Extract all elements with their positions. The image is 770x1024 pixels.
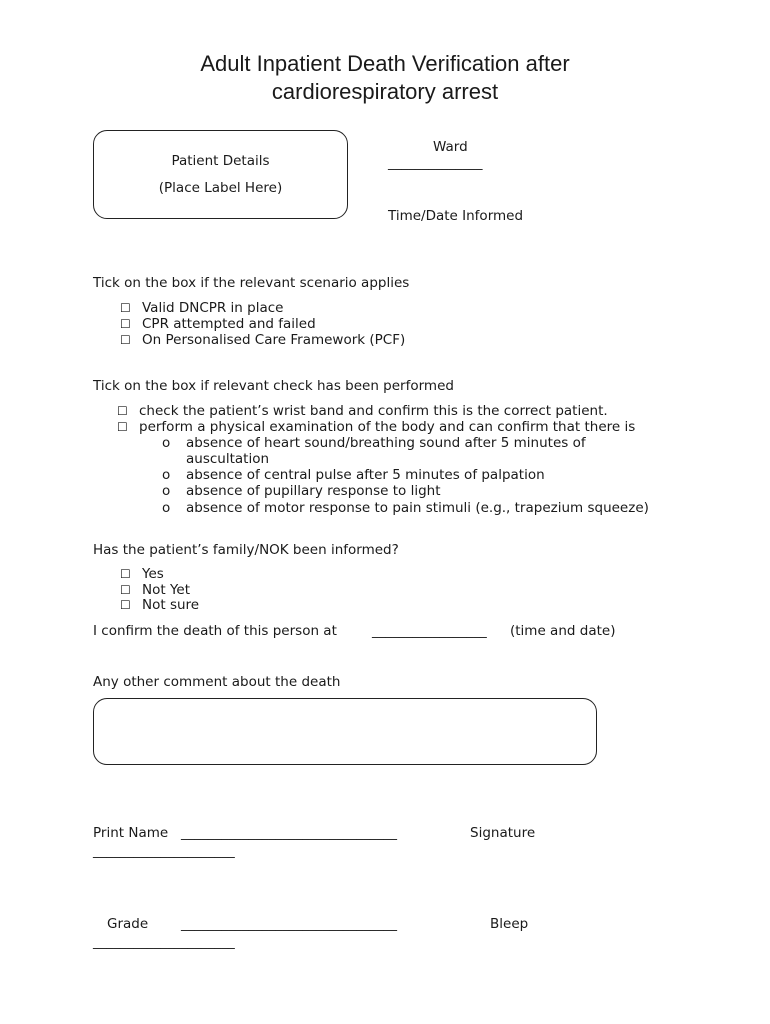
check-item-examination[interactable] xyxy=(117,419,635,435)
checkbox-icon[interactable]: ☐ xyxy=(120,567,131,581)
checkbox-icon[interactable]: ☐ xyxy=(117,420,128,434)
family-option-yes[interactable] xyxy=(120,566,164,582)
sub-item-motor-response xyxy=(162,500,649,516)
family-question: Has the patient’s family/NOK been informed? xyxy=(93,542,399,558)
sub-item-heart-sound-continued: auscultation xyxy=(186,451,270,467)
check-item-label: perform a physical examination of the body and can confirm that there is xyxy=(139,419,636,435)
sub-item-central-pulse xyxy=(162,467,545,483)
family-option-label: Yes xyxy=(142,566,164,582)
confirm-death-text: I confirm the death of this person at xyxy=(93,623,337,639)
scenario-item-cpr-failed[interactable] xyxy=(120,316,316,332)
scenario-item-label: Valid DNCPR in place xyxy=(142,300,284,316)
sub-bullet: o xyxy=(162,435,171,451)
scenario-item-label: CPR attempted and failed xyxy=(142,316,316,332)
grade-field[interactable]: ________________________________ xyxy=(181,916,397,932)
sub-item-heart-sound xyxy=(162,435,586,451)
sub-item-pupillary xyxy=(162,483,440,499)
check-item-wristband[interactable] xyxy=(117,403,608,419)
sub-item-label: absence of central pulse after 5 minutes of palpation xyxy=(186,467,545,483)
checkbox-icon[interactable]: ☐ xyxy=(117,404,128,418)
time-date-informed-label: Time/Date Informed xyxy=(388,208,524,224)
sub-bullet: o xyxy=(162,467,171,483)
bleep-label: Bleep xyxy=(490,916,529,932)
patient-details-label: Patient Details xyxy=(171,153,270,169)
family-option-not-yet[interactable] xyxy=(120,582,190,598)
grade-label: Grade xyxy=(107,916,149,932)
ward-field-line[interactable]: ______________ xyxy=(388,155,483,171)
scenario-item-pcf[interactable] xyxy=(120,332,405,348)
ward-label: Ward xyxy=(433,139,468,155)
patient-label-box xyxy=(93,130,348,219)
checks-heading: Tick on the box if relevant check has been performed xyxy=(93,378,454,394)
family-option-label: Not Yet xyxy=(142,582,190,598)
checkbox-icon[interactable]: ☐ xyxy=(120,598,131,612)
checkbox-icon[interactable]: ☐ xyxy=(120,333,131,347)
print-name-label: Print Name xyxy=(93,825,169,841)
signature-label: Signature xyxy=(470,825,536,841)
scenario-item-dncpr[interactable] xyxy=(120,300,283,316)
checkbox-icon[interactable]: ☐ xyxy=(120,317,131,331)
scenario-item-label: On Personalised Care Framework (PCF) xyxy=(142,332,406,348)
check-item-label: check the patient’s wrist band and confirm this is the correct patient. xyxy=(139,403,608,419)
scenario-heading: Tick on the box if the relevant scenario applies xyxy=(93,275,410,291)
comment-label: Any other comment about the death xyxy=(93,674,341,690)
sub-item-label: absence of motor response to pain stimuli (e.g., trapezium squeeze) xyxy=(186,500,649,516)
print-name-field[interactable]: ________________________________ xyxy=(181,825,397,841)
bleep-field[interactable]: _____________________ xyxy=(93,934,235,950)
place-label-instruction: (Place Label Here) xyxy=(158,180,283,196)
checkbox-icon[interactable]: ☐ xyxy=(120,301,131,315)
form-title-line-2: cardiorespiratory arrest xyxy=(271,79,499,104)
sub-bullet: o xyxy=(162,483,171,499)
family-option-label: Not sure xyxy=(142,597,200,613)
family-option-not-sure[interactable] xyxy=(120,597,199,613)
signature-field[interactable]: _____________________ xyxy=(93,843,235,859)
checkbox-icon[interactable]: ☐ xyxy=(120,583,131,597)
comment-box[interactable] xyxy=(93,698,597,765)
sub-item-label: absence of pupillary response to light xyxy=(186,483,441,499)
confirm-time-date-hint: (time and date) xyxy=(510,623,616,639)
sub-item-label: absence of heart sound/breathing sound after 5 minutes of xyxy=(186,435,586,451)
confirm-time-date-field[interactable]: _________________ xyxy=(372,623,487,639)
form-title-line-1: Adult Inpatient Death Verification after xyxy=(200,51,570,76)
sub-bullet: o xyxy=(162,500,171,516)
